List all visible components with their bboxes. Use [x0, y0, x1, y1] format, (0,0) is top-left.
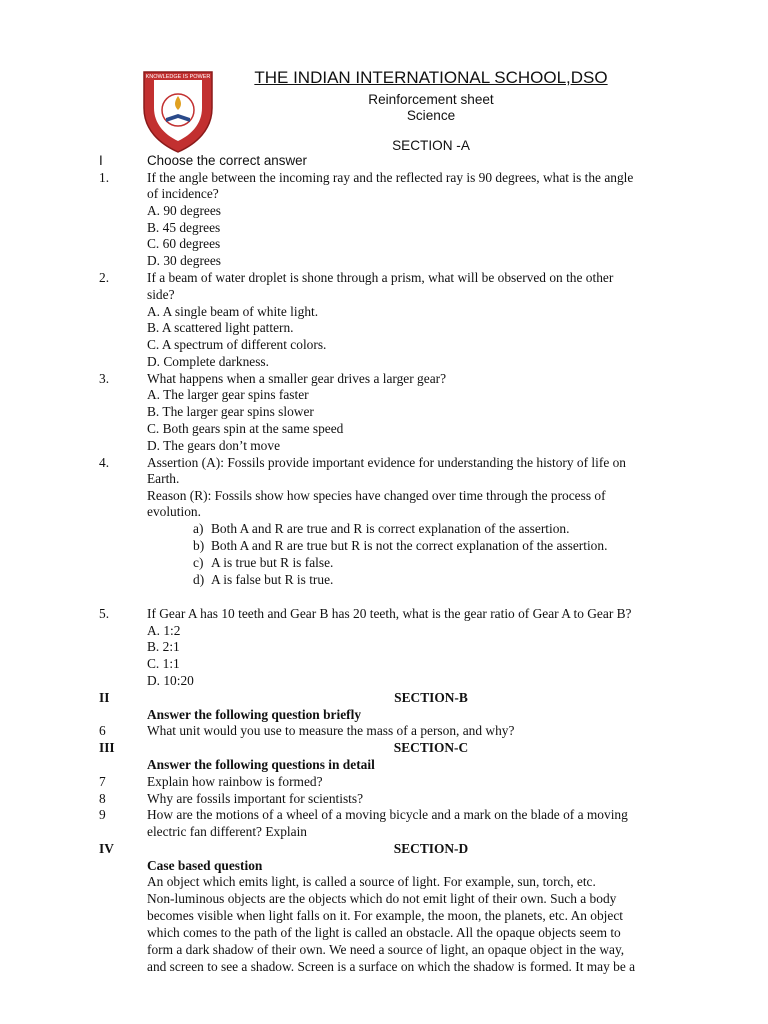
question-continuation: side?: [147, 287, 175, 302]
option-item: [99, 571, 719, 588]
option-label: c): [193, 555, 204, 570]
option-label: a): [193, 521, 204, 536]
question-text: What unit would you use to measure the mass of a person, and why?: [147, 723, 515, 738]
section-a-instruction-row: [99, 152, 719, 169]
section-c-header: [99, 739, 719, 756]
option-item: B. The larger gear spins slower: [147, 404, 314, 419]
question-number: 4.: [99, 455, 110, 470]
option-item: C. 60 degrees: [147, 236, 221, 251]
section-d-title: SECTION-D: [393, 841, 469, 856]
question-continuation: of incidence?: [147, 186, 219, 201]
section-roman-numeral: I: [99, 153, 103, 168]
option-item: D. 30 degrees: [147, 253, 221, 268]
section-b-instruction-row: [99, 706, 719, 723]
question-number: 1.: [99, 170, 110, 185]
question-continuation: Earth.: [147, 471, 180, 486]
option-item: A. 90 degrees: [147, 203, 221, 218]
question-text: Explain how rainbow is formed?: [147, 774, 323, 789]
subject-title: Science: [406, 108, 456, 123]
option-label: b): [193, 538, 205, 553]
passage-line: becomes visible when light falls on it. For example, the moon, the planets, etc. An object: [147, 908, 624, 923]
instruction-text: Answer the following question briefly: [147, 707, 362, 722]
question-number: 2.: [99, 270, 110, 285]
passage-line: An object which emits light, is called a source of light. For example, sun, torch, etc.: [147, 874, 596, 889]
section-roman-numeral: III: [99, 740, 115, 755]
passage-line: form a dark shadow of their own. We need a source of light, an opaque object in the way,: [147, 942, 625, 957]
question-row: [99, 269, 719, 286]
question-number: 6: [99, 723, 106, 738]
passage-line: Non-luminous objects are the objects which do not emit light of their own. Such a body: [147, 891, 617, 906]
question-row: [99, 790, 719, 807]
sheet-title: Reinforcement sheet: [368, 92, 494, 107]
option-text: A is true but R is false.: [211, 555, 334, 570]
section-roman-numeral: II: [99, 690, 110, 705]
question-text: How are the motions of a wheel of a moving bicycle and a mark on the blade of a moving: [147, 807, 628, 822]
reason-row: [99, 487, 719, 504]
option-item: [99, 554, 719, 571]
section-d-instruction-row: [99, 857, 719, 874]
question-row: [99, 773, 719, 790]
section-roman-numeral: IV: [99, 841, 114, 856]
question-continuation: evolution.: [147, 504, 201, 519]
option-item: D. 10:20: [147, 673, 194, 688]
option-item: A. 1:2: [147, 623, 181, 638]
question-continuation: electric fan different? Explain: [147, 824, 307, 839]
option-label: d): [193, 572, 205, 587]
section-a-title: SECTION -A: [392, 138, 470, 153]
option-item: D. Complete darkness.: [147, 354, 269, 369]
option-text: Both A and R are true and R is correct explanation of the assertion.: [211, 521, 570, 536]
question-text: Why are fossils important for scientists?: [147, 791, 364, 806]
section-b-header: [99, 689, 719, 706]
question-number: 5.: [99, 606, 110, 621]
question-number: 3.: [99, 371, 110, 386]
section-b-title: SECTION-B: [394, 690, 468, 705]
instruction-text: Choose the correct answer: [147, 153, 308, 168]
question-text: If a beam of water droplet is shone through a prism, what will be observed on the other: [147, 270, 614, 285]
question-row: [99, 169, 719, 186]
option-item: A. A single beam of white light.: [147, 304, 319, 319]
question-row: [99, 454, 719, 471]
question-text: What happens when a smaller gear drives a larger gear?: [147, 371, 447, 386]
school-logo-icon: [138, 68, 218, 154]
section-c-instruction-row: [99, 756, 719, 773]
option-item: A. The larger gear spins faster: [147, 387, 309, 402]
option-item: [99, 520, 719, 537]
question-row: [99, 370, 719, 387]
question-number: 8: [99, 791, 106, 806]
question-row: [99, 722, 719, 739]
option-item: B. 45 degrees: [147, 220, 221, 235]
instruction-text: Case based question: [147, 858, 263, 873]
question-text: If Gear A has 10 teeth and Gear B has 20 teeth, what is the gear ratio of Gear A to Gear B?: [147, 606, 632, 621]
instruction-text: Answer the following questions in detail: [147, 757, 375, 772]
option-item: C. Both gears spin at the same speed: [147, 421, 344, 436]
question-number: 9: [99, 807, 106, 822]
svg-text:KNOWLEDGE IS POWER: KNOWLEDGE IS POWER: [145, 74, 211, 80]
passage-line: and screen to see a shadow. Screen is a surface on which the shadow is formed. It may be a: [147, 959, 636, 974]
option-text: Both A and R are true but R is not the correct explanation of the assertion.: [211, 538, 608, 553]
option-text: A is false but R is true.: [211, 572, 334, 587]
question-text: If the angle between the incoming ray and the reflected ray is 90 degrees, what is the angle: [147, 170, 634, 185]
option-item: B. A scattered light pattern.: [147, 320, 294, 335]
section-c-title: SECTION-C: [393, 740, 469, 755]
option-item: C. A spectrum of different colors.: [147, 337, 327, 352]
option-item: B. 2:1: [147, 639, 180, 654]
section-d-header: [99, 840, 719, 857]
question-row: [99, 806, 719, 823]
assertion-text: Assertion (A): Fossils provide important evidence for understanding the history of life on: [147, 455, 626, 470]
question-number: 7: [99, 774, 106, 789]
option-item: D. The gears don’t move: [147, 438, 281, 453]
school-name: THE INDIAN INTERNATIONAL SCHOOL,DSO: [254, 68, 608, 87]
passage-line: which comes to the path of the light is called an obstacle. All the opaque objects seem to: [147, 925, 621, 940]
reason-text: Reason (R): Fossils show how species have changed over time through the process of: [147, 488, 606, 503]
question-row: [99, 605, 719, 622]
option-item: [99, 537, 719, 554]
option-item: C. 1:1: [147, 656, 180, 671]
